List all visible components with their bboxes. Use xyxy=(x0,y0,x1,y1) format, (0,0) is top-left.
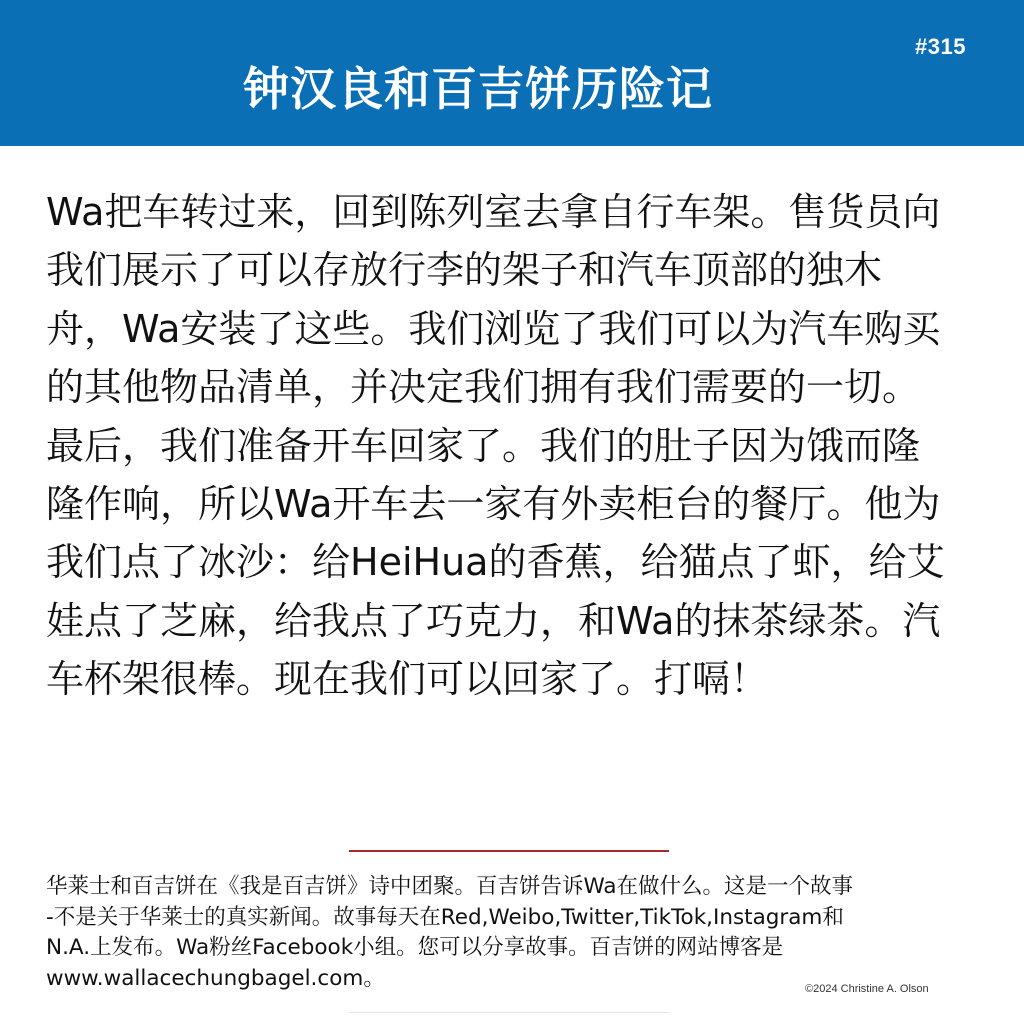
story-line: 舟，Wa安装了这些。我们浏览了我们可以为汽车购买 xyxy=(46,306,941,351)
episode-number: #315 xyxy=(915,34,966,59)
story-line: 的其他物品清单，并决定我们拥有我们需要的一切。 xyxy=(46,365,921,410)
story-line: 我们展示了可以存放行李的架子和汽车顶部的独木 xyxy=(46,248,883,293)
footer-line: -不是关于华莱士的真实新闻。故事每天在Red,Weibo,Twitter,TikTok,Instagram和 xyxy=(46,904,844,930)
story-line: Wa把车转过来，回到陈列室去拿自行车架。售货员向 xyxy=(46,190,941,234)
bottom-divider xyxy=(349,1012,669,1013)
footer-line: 华莱士和百吉饼在《我是百吉饼》诗中团聚。百吉饼告诉Wa在做什么。这是一个故事 xyxy=(46,874,854,899)
footer-line-website: www.wallacechungbagel.com。 xyxy=(46,965,385,991)
section-divider xyxy=(349,850,669,852)
story-line: 娃点了芝麻，给我点了巧克力，和Wa的抹茶绿茶。汽 xyxy=(46,598,941,643)
footer-line: N.A.上发布。Wa粉丝Facebook小组。您可以分享故事。百吉饼的网站博客是 xyxy=(46,935,784,960)
header-banner xyxy=(0,0,1024,146)
story-line: 最后，我们准备开车回家了。我们的肚子因为饿而隆 xyxy=(46,423,921,468)
footer-note xyxy=(46,872,986,994)
page-title: 钟汉良和百吉饼历险记 xyxy=(243,62,713,116)
story-line: 车杯架很棒。现在我们可以回家了。打嗝！ xyxy=(46,657,769,702)
story-line: 隆作响，所以Wa开车去一家有外卖柜台的餐厅。他为 xyxy=(46,482,941,527)
copyright-notice: ©2024 Christine A. Olson xyxy=(805,983,929,995)
story-line: 我们点了冰沙：给HeiHua的香蕉，给猫点了虾，给艾 xyxy=(46,540,945,585)
story-text xyxy=(46,183,966,709)
